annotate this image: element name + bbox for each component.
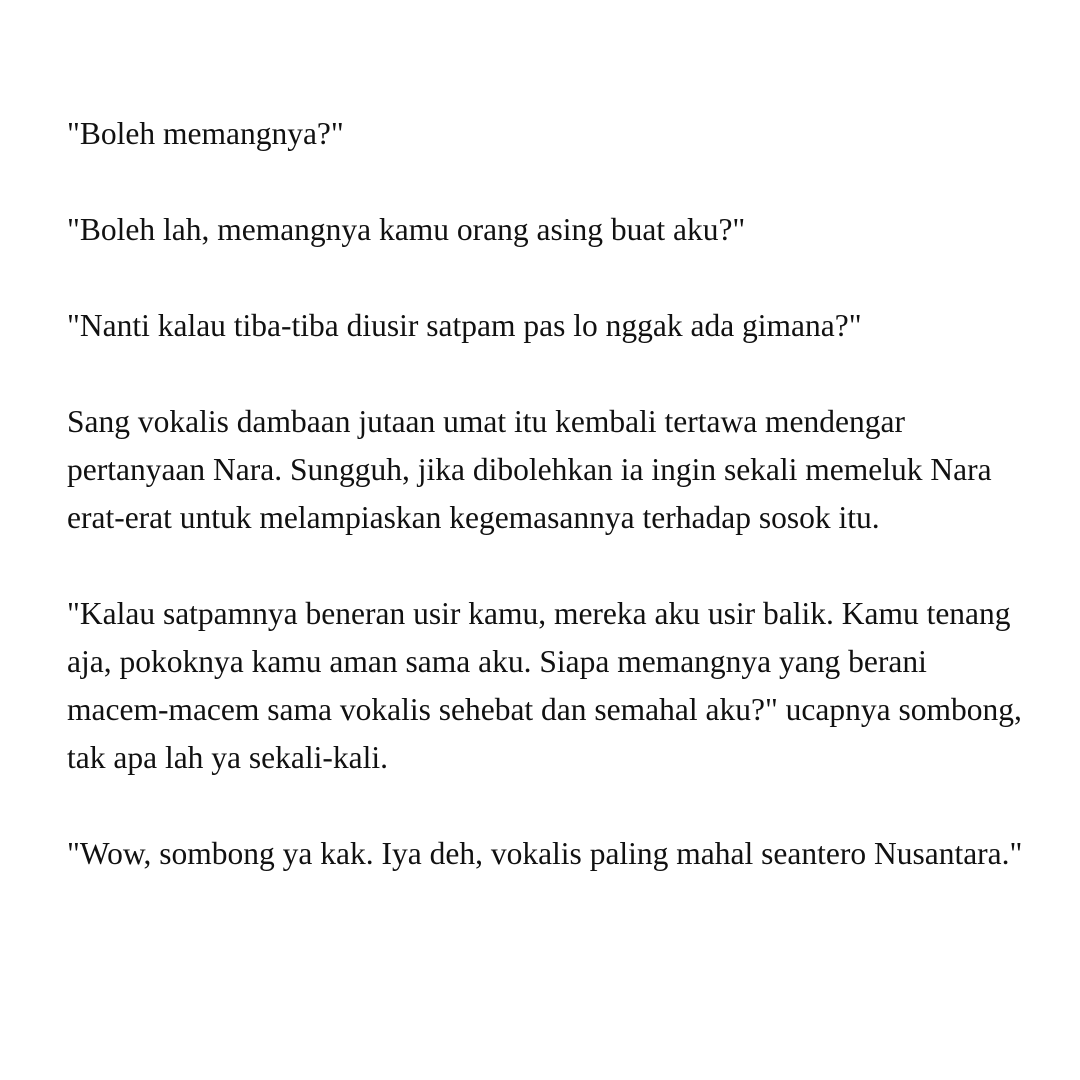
story-text	[67, 110, 1027, 878]
dialogue-paragraph: "Nanti kalau tiba-tiba diusir satpam pas lo nggak ada gimana?"	[67, 308, 862, 343]
dialogue-paragraph: "Wow, sombong ya kak. Iya deh, vokalis paling mahal seantero Nusantara."	[67, 836, 1023, 871]
dialogue-paragraph: "Boleh lah, memangnya kamu orang asing buat aku?"	[67, 212, 746, 247]
dialogue-paragraph: "Boleh memangnya?"	[67, 116, 344, 151]
narration-paragraph: Sang vokalis dambaan jutaan umat itu kembali tertawa mendengar pertanyaan Nara. Sungguh, jika dibolehkan ia ingin sekali memeluk Nara erat-erat untuk melampiaskan kegemasannya terhadap sosok itu.	[67, 404, 992, 535]
dialogue-paragraph: "Kalau satpamnya beneran usir kamu, mereka aku usir balik. Kamu tenang aja, pokoknya kamu aman sama aku. Siapa memangnya yang berani macem-macem sama vokalis sehebat dan semahal aku?" ucapnya sombong, tak apa lah ya sekali-kali.	[67, 596, 1022, 775]
